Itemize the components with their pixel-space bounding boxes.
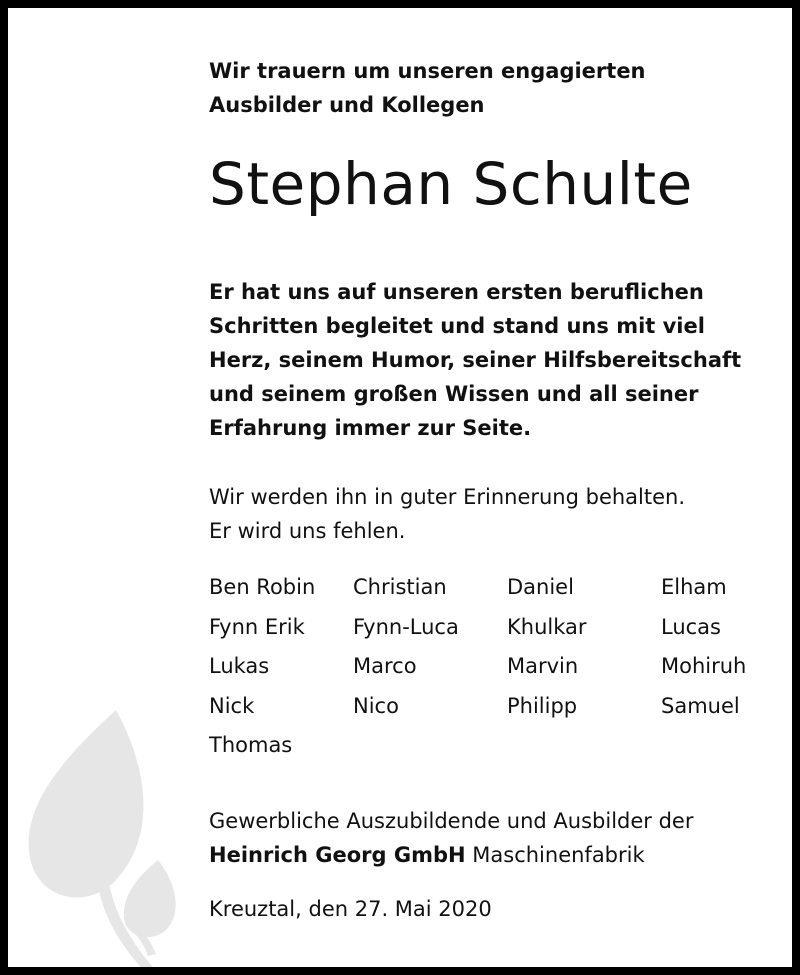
deceased-name: Stephan Schulte <box>209 150 693 218</box>
mourner-name: Samuel <box>661 693 740 718</box>
company-suffix: Maschinenfabrik <box>472 843 645 867</box>
mourner-name: Nico <box>353 693 399 718</box>
leaf-branch-icon <box>8 698 208 975</box>
mourner-name: Lucas <box>661 614 721 639</box>
memory-line-2: Er wird uns fehlen. <box>209 519 406 543</box>
intro-line-2: Ausbilder und Kollegen <box>209 93 485 117</box>
mourner-names <box>209 568 789 766</box>
intro-text <box>209 54 646 122</box>
signature-line-1: Gewerbliche Auszubildende und Ausbilder der <box>209 809 694 833</box>
tribute-text <box>209 275 741 445</box>
mourner-name: Thomas <box>209 733 293 758</box>
intro-line-1: Wir trauern um unseren engagierten <box>209 59 646 83</box>
mourner-name: Nick <box>209 693 255 718</box>
place-and-date: Kreuztal, den 27. Mai 2020 <box>209 897 492 921</box>
signature-block <box>209 804 694 872</box>
tribute-line: Herz, seinem Humor, seiner Hilfsbereitschaft <box>209 348 742 372</box>
tribute-line: Er hat uns auf unseren ersten beruflichen <box>209 280 704 304</box>
mourner-name: Marco <box>353 654 417 679</box>
mourner-name: Khulkar <box>507 614 587 639</box>
mourner-name: Fynn-Luca <box>353 614 459 639</box>
mourner-name: Fynn Erik <box>209 614 305 639</box>
memory-text <box>209 480 685 548</box>
memory-line-1: Wir werden ihn in guter Erinnerung behalten. <box>209 485 686 509</box>
mourner-name: Ben Robin <box>209 575 316 599</box>
mourner-name: Lukas <box>209 654 270 679</box>
mourner-name: Mohiruh <box>661 654 747 679</box>
tribute-line: Erfahrung immer zur Seite. <box>209 416 532 440</box>
mourner-name: Christian <box>353 575 447 599</box>
tribute-line: Schritten begleitet und stand uns mit viel <box>209 314 705 338</box>
signature-line-2 <box>209 838 694 872</box>
mourner-name: Philipp <box>507 693 578 718</box>
mourner-name: Marvin <box>507 654 579 679</box>
mourner-name: Daniel <box>507 575 574 599</box>
tribute-line: und seinem großen Wissen und all seiner <box>209 382 699 406</box>
company-name: Heinrich Georg GmbH <box>209 843 466 867</box>
mourner-name: Elham <box>661 575 727 599</box>
